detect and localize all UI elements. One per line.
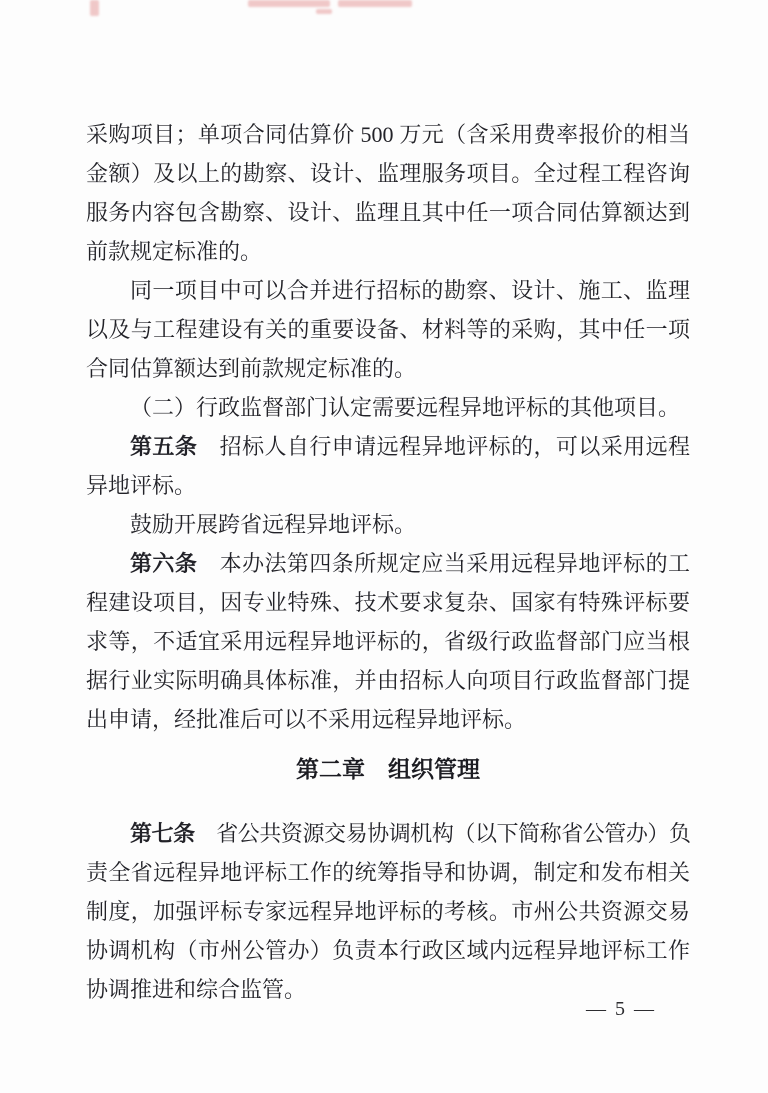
article-number: 第七条 — [130, 821, 217, 846]
text-line: 同一项目中可以合并进行招标的勘察、设计、施工、监理 — [130, 278, 690, 303]
text-line: 采购项目；单项合同估算价 500 万元（含采用费率报价的相当 — [86, 122, 690, 147]
text-line: 程建设项目，因专业特殊、技术要求复杂、国家有特殊评标要 — [86, 590, 690, 615]
red-stamp-mark — [338, 0, 412, 7]
text-line: （二）行政监督部门认定需要远程异地评标的其他项目。 — [130, 395, 681, 420]
text-line: 金额）及以上的勘察、设计、监理服务项目。全过程工程咨询 — [86, 161, 690, 186]
red-stamp-mark — [90, 0, 99, 16]
text-line: 合同估算额达到前款规定标准的。 — [86, 356, 417, 381]
text-line: 协调推进和综合监管。 — [86, 977, 307, 1002]
text-line: 协调机构（市州公管办）负责本行政区域内远程异地评标工作 — [86, 938, 690, 963]
article-number: 第五条 — [130, 434, 220, 459]
article-number: 第六条 — [130, 551, 220, 576]
text-line: 以及与工程建设有关的重要设备、材料等的采购，其中任一项 — [86, 317, 690, 342]
text-line: 异地评标。 — [86, 473, 197, 498]
document-body — [86, 115, 690, 1009]
text-line: 出申请，经批准后可以不采用远程异地评标。 — [86, 707, 527, 732]
red-stamp-mark — [316, 9, 332, 14]
text-line: 服务内容包含勘察、设计、监理且其中任一项合同估算额达到 — [86, 200, 690, 225]
text-line: 第七条 省公共资源交易协调机构（以下简称省公管办）负 — [130, 821, 690, 846]
red-stamp-mark — [248, 0, 330, 7]
text-line: 鼓励开展跨省远程异地评标。 — [130, 512, 417, 537]
chapter-heading: 第二章 组织管理 — [296, 756, 480, 782]
text-line: 前款规定标准的。 — [86, 239, 263, 264]
text-line: 求等，不适宜采用远程异地评标的，省级行政监督部门应当根 — [86, 629, 690, 654]
text-line: 责全省远程异地评标工作的统筹指导和协调，制定和发布相关 — [86, 860, 690, 885]
text-line: 第五条 招标人自行申请远程异地评标的，可以采用远程 — [130, 434, 690, 459]
text-line: 制度，加强评标专家远程异地评标的考核。市州公共资源交易 — [86, 899, 690, 924]
page-number: — 5 — — [586, 998, 656, 1020]
text-line: 据行业实际明确具体标准，并由招标人向项目行政监督部门提 — [86, 668, 690, 693]
text-line: 第六条 本办法第四条所规定应当采用远程异地评标的工 — [130, 551, 690, 576]
